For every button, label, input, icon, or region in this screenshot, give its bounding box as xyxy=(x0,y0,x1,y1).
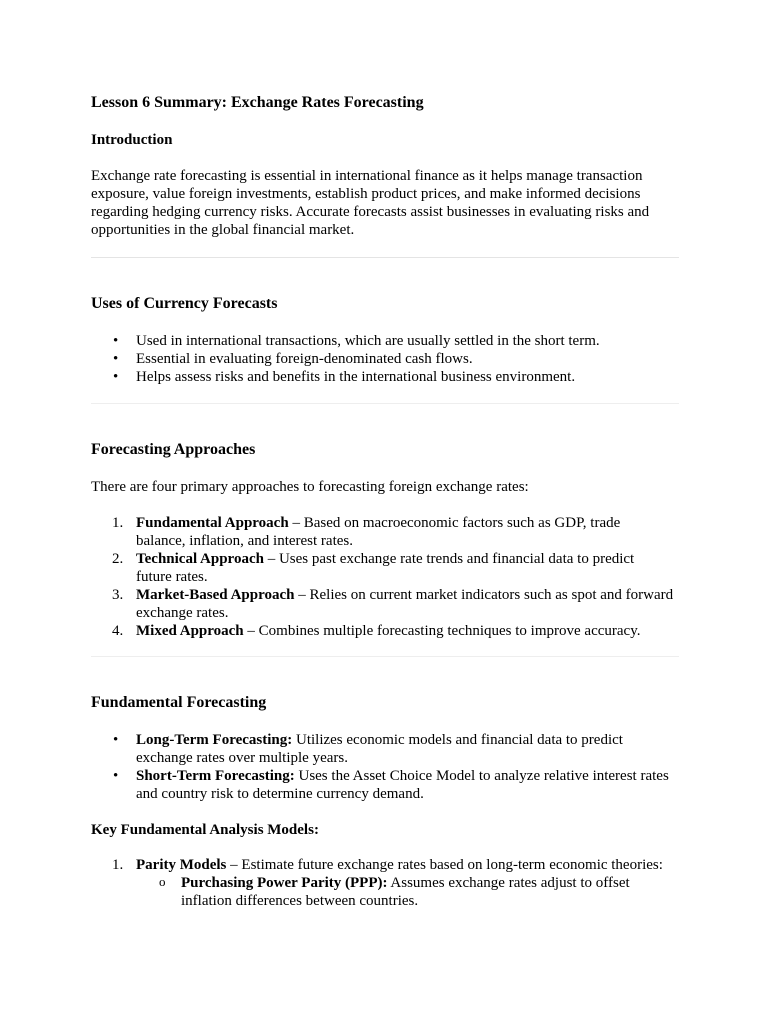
introduction-line: opportunities in the global financial market. xyxy=(91,222,355,238)
bullet-icon: • xyxy=(113,351,119,367)
models-heading: Key Fundamental Analysis Models: xyxy=(91,822,319,838)
circle-bullet-icon: o xyxy=(159,874,166,889)
uses-heading: Uses of Currency Forecasts xyxy=(91,295,278,312)
introduction-heading: Introduction xyxy=(91,132,173,148)
approaches-heading: Forecasting Approaches xyxy=(91,441,256,458)
section-divider xyxy=(91,257,679,258)
list-item: • Long-Term Forecasting: Utilizes economic models and financial data to predict exchange rates over multiple years. xyxy=(113,732,623,766)
list-item: • Essential in evaluating foreign-denominated cash flows. xyxy=(113,351,473,367)
introduction-line: regarding hedging currency risks. Accurate forecasts assist businesses in evaluating risks and xyxy=(91,204,650,220)
introduction-line: exposure, value foreign investments, establish product prices, and make informed decisions xyxy=(91,186,641,202)
sub-list xyxy=(136,874,679,910)
approaches-list xyxy=(91,514,679,640)
section-divider xyxy=(91,403,679,404)
list-item: 2. Technical Approach – Uses past exchange rate trends and financial data to predict future rates. xyxy=(112,551,635,585)
introduction-paragraph xyxy=(91,167,679,239)
approaches-intro: There are four primary approaches to forecasting foreign exchange rates: xyxy=(91,479,529,495)
bullet-icon: • xyxy=(113,369,119,385)
introduction-line: Exchange rate forecasting is essential in international finance as it helps manage transaction xyxy=(91,168,643,184)
fundamental-heading: Fundamental Forecasting xyxy=(91,694,267,711)
sub-list-item: o Purchasing Power Parity (PPP): Assumes exchange rates adjust to offset inflation differences between countries. xyxy=(159,874,630,909)
models-list xyxy=(91,856,679,910)
list-item: • Used in international transactions, which are usually settled in the short term. xyxy=(113,333,600,349)
list-item: 1. Fundamental Approach – Based on macroeconomic factors such as GDP, trade balance, inflation, and interest rates. xyxy=(112,515,621,549)
list-item: 1. Parity Models – Estimate future exchange rates based on long-term economic theories: o Purchasing Power Parity (PPP): Assumes exchange rates adjust to offset inflation differences between countries. xyxy=(91,856,679,910)
bullet-icon: • xyxy=(113,333,119,349)
uses-list xyxy=(91,332,679,386)
list-item: 3. Market-Based Approach – Relies on current market indicators such as spot and forward exchange rates. xyxy=(112,587,674,621)
fundamental-list xyxy=(91,731,679,803)
list-item: • Short-Term Forecasting: Uses the Asset Choice Model to analyze relative interest rates and country risk to determine currency demand. xyxy=(113,768,669,802)
section-divider xyxy=(91,656,679,657)
page-title: Lesson 6 Summary: Exchange Rates Forecasting xyxy=(91,94,424,111)
bullet-icon: • xyxy=(113,732,119,748)
list-item: 4. Mixed Approach – Combines multiple forecasting techniques to improve accuracy. xyxy=(112,623,641,639)
bullet-icon: • xyxy=(113,768,119,784)
list-item: • Helps assess risks and benefits in the international business environment. xyxy=(113,369,576,385)
